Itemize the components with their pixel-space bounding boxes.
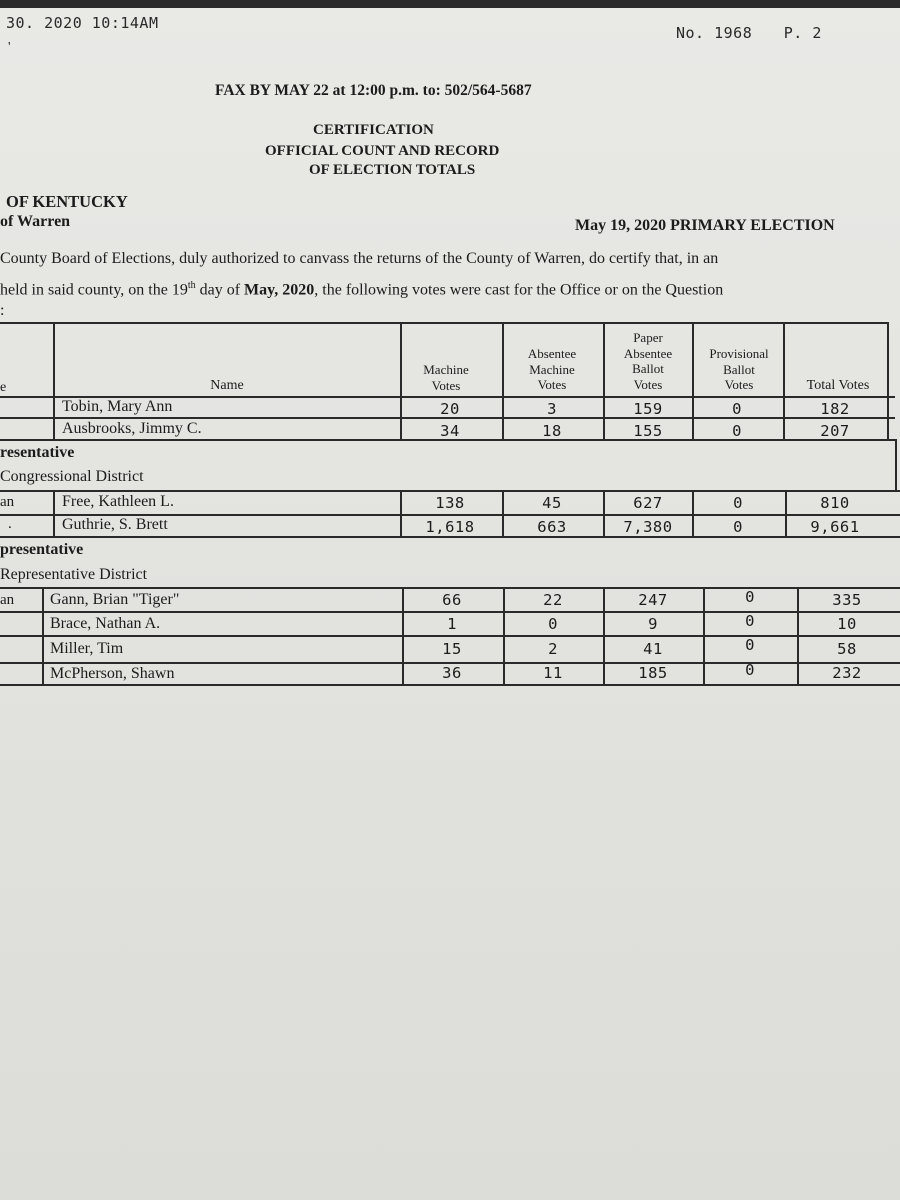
title-election-totals: OF ELECTION TOTALS <box>309 162 476 178</box>
header-absentee-machine-votes: Absentee Machine Votes <box>527 346 577 392</box>
absentee-machine-votes: 22 <box>543 591 563 609</box>
candidate-name: Guthrie, S. Brett <box>62 516 168 533</box>
paper-absentee-votes: 247 <box>638 591 668 609</box>
cert-line2-end: , the following votes were cast for the Office or on the Question <box>314 281 724 299</box>
cert-line2-superscript: th <box>187 280 196 291</box>
header-name: Name <box>210 378 244 393</box>
vote-totals-table <box>0 322 900 692</box>
paper-absentee-votes: 7,380 <box>623 518 673 536</box>
certification-line-2 <box>0 280 723 299</box>
party-fragment: . <box>8 516 12 532</box>
provisional-votes: 0 <box>745 636 755 654</box>
cert-line2-mid: day of <box>195 281 245 299</box>
district-name: Representative District <box>0 566 148 583</box>
candidate-name: Brace, Nathan A. <box>50 615 161 632</box>
machine-votes: 1,618 <box>425 518 475 536</box>
page-number: P. 2 <box>783 24 822 42</box>
header-machine-votes: Machine Votes <box>423 362 469 393</box>
election-heading: May 19, 2020 PRIMARY ELECTION <box>575 217 835 234</box>
column-divider <box>895 439 897 490</box>
machine-votes: 34 <box>440 422 460 440</box>
state-heading: OF KENTUCKY <box>6 192 128 211</box>
machine-votes: 15 <box>442 640 462 658</box>
district-name: Congressional District <box>0 468 144 485</box>
candidate-name: McPherson, Shawn <box>50 665 175 682</box>
fax-number: No. 1968 <box>676 24 753 42</box>
header-total-votes: Total Votes <box>806 378 870 393</box>
provisional-votes: 0 <box>745 588 755 606</box>
total-votes: 810 <box>820 494 850 512</box>
party-fragment: an <box>0 494 15 510</box>
absentee-machine-votes: 2 <box>548 640 558 658</box>
candidate-name: Gann, Brian "Tiger" <box>50 591 180 608</box>
absentee-machine-votes: 18 <box>542 422 562 440</box>
machine-votes: 138 <box>435 494 465 512</box>
title-official-count: OFFICIAL COUNT AND RECORD <box>265 143 500 159</box>
machine-votes: 36 <box>442 664 462 682</box>
fax-timestamp: 30. 2020 10:14AM <box>6 14 159 32</box>
column-divider <box>887 322 889 439</box>
provisional-votes: 0 <box>733 494 743 512</box>
total-votes: 232 <box>832 664 862 682</box>
provisional-votes: 0 <box>745 661 755 679</box>
cert-line2-date: May, 2020 <box>244 281 315 299</box>
paper-absentee-votes: 627 <box>633 494 663 512</box>
paper-absentee-votes: 159 <box>633 400 663 418</box>
total-votes: 182 <box>820 400 850 418</box>
cert-line2-start: held in said county, on the 19 <box>0 281 188 299</box>
paper-absentee-votes: 185 <box>638 664 668 682</box>
provisional-votes: 0 <box>732 400 742 418</box>
paper-absentee-votes: 155 <box>633 422 663 440</box>
table-bottom-border <box>0 684 900 686</box>
provisional-votes: 0 <box>733 518 743 536</box>
absentee-machine-votes: 3 <box>547 400 557 418</box>
column-divider <box>42 587 44 684</box>
row-divider <box>0 490 900 492</box>
fax-page-number <box>676 24 822 42</box>
column-divider <box>53 490 55 536</box>
certification-line-1: County Board of Elections, duly authorized to canvass the returns of the County of Warren, do certify that, in an <box>0 250 719 267</box>
absentee-machine-votes: 663 <box>537 518 567 536</box>
candidate-name: Ausbrooks, Jimmy C. <box>62 420 202 437</box>
table-top-border <box>0 322 888 324</box>
office-title: resentative <box>0 444 75 461</box>
total-votes: 207 <box>820 422 850 440</box>
absentee-machine-votes: 11 <box>543 664 563 682</box>
stray-mark: ' <box>8 40 11 55</box>
party-fragment: an <box>0 592 15 608</box>
header-paper-absentee-votes: Paper Absentee Ballot Votes <box>623 330 673 392</box>
absentee-machine-votes: 45 <box>542 494 562 512</box>
total-votes: 58 <box>837 640 857 658</box>
absentee-machine-votes: 0 <box>548 615 558 633</box>
machine-votes: 1 <box>447 615 457 633</box>
candidate-name: Free, Kathleen L. <box>62 493 174 510</box>
total-votes: 10 <box>837 615 857 633</box>
group-divider <box>0 536 900 538</box>
machine-votes: 66 <box>442 591 462 609</box>
title-certification: CERTIFICATION <box>313 122 434 138</box>
paper-absentee-votes: 9 <box>648 615 658 633</box>
paper-absentee-votes: 41 <box>643 640 663 658</box>
office-title: presentative <box>0 541 84 558</box>
certification-line-3: : <box>0 302 5 319</box>
county-heading: of Warren <box>0 213 71 230</box>
candidate-name: Miller, Tim <box>50 640 124 657</box>
machine-votes: 20 <box>440 400 460 418</box>
header-party: e <box>0 380 7 395</box>
provisional-votes: 0 <box>732 422 742 440</box>
total-votes: 9,661 <box>810 518 860 536</box>
total-votes: 335 <box>832 591 862 609</box>
provisional-votes: 0 <box>745 612 755 630</box>
candidate-name: Tobin, Mary Ann <box>62 398 173 415</box>
fax-instruction: FAX BY MAY 22 at 12:00 p.m. to: 502/564-5687 <box>215 82 532 99</box>
header-provisional-votes: Provisional Ballot Votes <box>709 346 769 392</box>
